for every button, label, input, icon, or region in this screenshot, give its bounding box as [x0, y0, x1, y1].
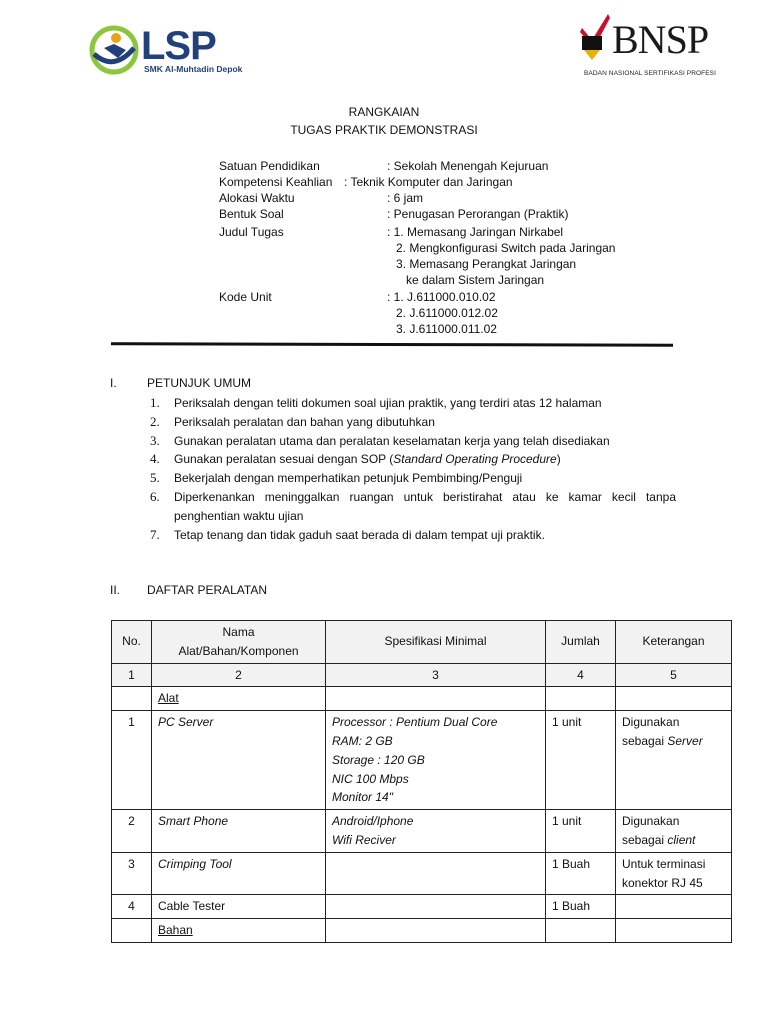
lsp-emblem-icon — [88, 24, 140, 76]
satuan-label: Satuan Pendidikan — [219, 159, 320, 173]
header-no: No. — [112, 621, 152, 664]
table-row: 4 Cable Tester 1 Buah — [112, 895, 732, 919]
kode-item-3: 3. J.611000.011.02 — [396, 322, 497, 336]
info-block — [219, 158, 679, 338]
document-title-line1: RANGKAIAN — [348, 105, 420, 119]
bnsp-subtitle: BADAN NASIONAL SERTIFIKASI PROFESI — [584, 70, 716, 77]
table-index-row: 1 2 3 4 5 — [112, 663, 732, 687]
list-item: 7. Tetap tenang dan tidak gaduh saat berada di dalam tempat uji praktik. — [150, 526, 545, 542]
alokasi-value: : 6 jam — [387, 191, 424, 205]
table-group-row — [112, 687, 732, 711]
group-bahan: Bahan — [152, 919, 326, 943]
section2-number: II. — [110, 583, 121, 597]
satuan-value: : Sekolah Menengah Kejuruan — [387, 159, 549, 173]
list-item: 1. Periksalah dengan teliti dokumen soal ujian praktik, yang terdiri atas 12 halaman — [150, 395, 602, 410]
equipment-table — [111, 620, 732, 943]
lsp-logo — [88, 24, 243, 78]
table-row: 3 Crimping Tool 1 Buah Untuk terminasi konektor RJ 45 — [112, 852, 732, 895]
kompetensi-value: : Teknik Komputer dan Jaringan — [344, 175, 513, 189]
list-item: 5. Bekerjalah dengan memperhatikan petunjuk Pembimbing/Penguji — [150, 470, 523, 486]
document-title-line2: TUGAS PRAKTIK DEMONSTRASI — [290, 123, 478, 137]
list-item: 4. Gunakan peralatan sesuai dengan SOP (Standard Operating Procedure) — [150, 451, 561, 467]
section1-heading: PETUNJUK UMUM — [147, 376, 251, 390]
table-row: 2 Smart Phone Android/Iphone Wifi Reciver 1 unit Digunakan sebagai client — [112, 810, 732, 853]
header-name: Nama Alat/Bahan/Komponen — [152, 621, 326, 664]
petunjuk-list — [150, 394, 676, 544]
header-note: Keterangan — [616, 621, 732, 664]
table-header-row — [112, 621, 732, 664]
lsp-name: LSP — [141, 24, 216, 68]
list-item: 6. Diperkenankan meninggalkan ruangan untuk beristirahat atau ke kamar kecil tanpa penghentian waktu ujian — [150, 488, 676, 523]
kode-label: Kode Unit — [219, 290, 272, 304]
header-qty: Jumlah — [546, 621, 616, 664]
table-group-row — [112, 919, 732, 943]
list-item: 3. Gunakan peralatan utama dan peralatan keselamatan kerja yang telah disediakan — [150, 432, 610, 448]
bnsp-name: BNSP — [612, 17, 709, 62]
judul-item-1: : 1. Memasang Jaringan Nirkabel — [387, 225, 564, 239]
bentuk-label: Bentuk Soal — [219, 207, 284, 221]
table-row: 1 PC Server Processor : Pentium Dual Core RAM: 2 GB Storage : 120 GB NIC 100 Mbps Monitor 14" 1 unit Digunakan sebagai Server — [112, 711, 732, 810]
lsp-subtitle: SMK Al-Muhtadin Depok — [144, 64, 243, 74]
judul-label: Judul Tugas — [219, 225, 284, 239]
judul-item-3: 3. Memasang Perangkat Jaringan — [396, 257, 577, 271]
kompetensi-label: Kompetensi Keahlian — [219, 175, 333, 189]
kode-item-2: 2. J.611000.012.02 — [396, 306, 498, 320]
list-item: 2. Periksalah peralatan dan bahan yang dibutuhkan — [150, 413, 435, 429]
header-spec: Spesifikasi Minimal — [326, 621, 546, 664]
section1-number: I. — [110, 376, 117, 390]
divider — [111, 342, 673, 346]
section2-heading: DAFTAR PERALATAN — [147, 583, 268, 597]
group-alat: Alat — [152, 687, 326, 711]
kode-item-1: : 1. J.611000.010.02 — [387, 290, 496, 304]
bentuk-value: : Penugasan Perorangan (Praktik) — [387, 207, 569, 221]
judul-item-2: 2. Mengkonfigurasi Switch pada Jaringan — [396, 241, 616, 255]
judul-item-3-continued: ke dalam Sistem Jaringan — [406, 273, 545, 287]
bnsp-emblem-icon — [578, 14, 614, 66]
alokasi-label: Alokasi Waktu — [219, 191, 295, 205]
bnsp-logo — [578, 14, 718, 84]
